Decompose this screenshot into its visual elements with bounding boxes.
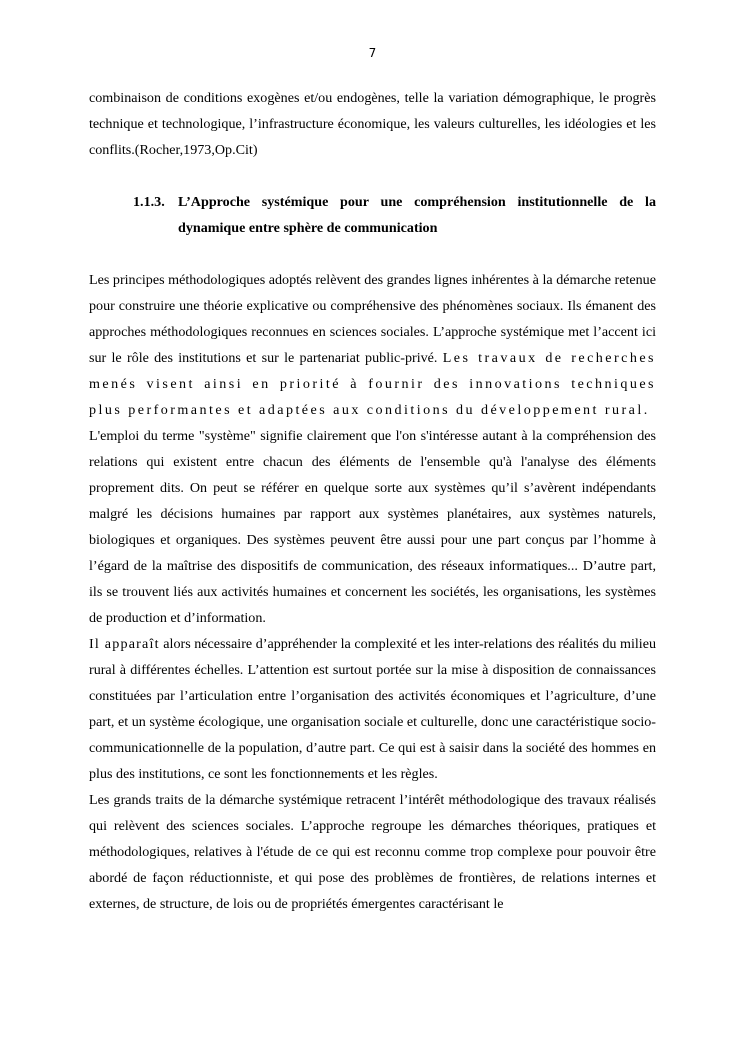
paragraph-complexity-text: alors nécessaire d’appréhender la complexité et les inter-relations des réalités du milieu rural à différentes échelles. L’attention est surtout portée sur la mise à disposition de connaissances constituées par l’articulation entre l’organisation des activités économiques et l’agriculture, d’une part, et un système écologique, une organisation sociale et culturelle, donc une caractéristique socio- communicationnelle de la population, d’autre part. Ce qui est à saisir dans la société des hommes en plus des institutions, ce sont les fonctionnements et les règles. [89,636,656,782]
paragraph-methodology-spaced-text: Les travaux de recherches menés visent ainsi en priorité à fournir des innovations techniques plus performantes et adaptées aux conditions du développement rural. [89,350,656,418]
paragraph-complexity [89,631,656,787]
page-number: 7 [368,46,377,60]
section-number: 1.1.3. [133,194,165,210]
paragraph-methodology-text: Les principes méthodologiques adoptés relèvent des grandes lignes inhérentes à la démarche retenue pour construire une théorie explicative ou compréhensive des phénomènes sociaux. Ils émanent des approches méthodologiques reconnues en sciences sociales. L’approche systémique met l’accent ici sur le rôle des institutions et sur le partenariat public-privé. [89,272,656,366]
intro-paragraph: combinaison de conditions exogènes et/ou endogènes, telle la variation démographique, le progrès technique et technologique, l’infrastructure économique, les valeurs culturelles, les idéologies et les conflits.(Rocher,1973,Op.Cit) [89,90,656,158]
document-body [89,85,656,917]
section-heading [89,189,656,241]
spacer [89,163,656,189]
paragraph-systemic-approach: Les grands traits de la démarche systémique retracent l’intérêt méthodologique des travaux réalisés qui relèvent des sciences sociales. L’approche regroupe les démarches théoriques, pratiques et méthodologiques, relatives à l'étude de ce qui est reconnu comme trop complexe pour pouvoir être abordé de façon réductionniste, et qui pose des problèmes de frontières, de relations internes et externes, de structure, de lois ou de propriétés émergentes caractérisant le [89,792,656,912]
paragraph-system-term: L'emploi du terme "système" signifie clairement que l'on s'intéresse autant à la compréhension des relations qui existent entre chacun des éléments de l'ensemble qu'à l'analyse des éléments proprement dits. On peut se référer en quelque sorte aux systèmes qu’il s’avèrent indépendants malgré les décisions humaines par rapport aux systèmes planétaires, aux systèmes naturels, biologiques et organiques. Des systèmes peuvent être aussi pour une part conçus par l’homme à l’égard de la maîtrise des dispositifs de communication, des réseaux informatiques... D’autre part, ils se trouvent liés aux activités humaines et concernent les sociétés, les organisations, les systèmes de production et d’information. [89,428,656,626]
spacer [89,241,656,267]
section-title: L’Approche systémique pour une compréhension institutionnelle de la dynamique entre sphère de communication [178,194,656,236]
paragraph-complexity-spaced-text: Il apparaît [89,636,160,652]
paragraph-methodology [89,267,656,423]
